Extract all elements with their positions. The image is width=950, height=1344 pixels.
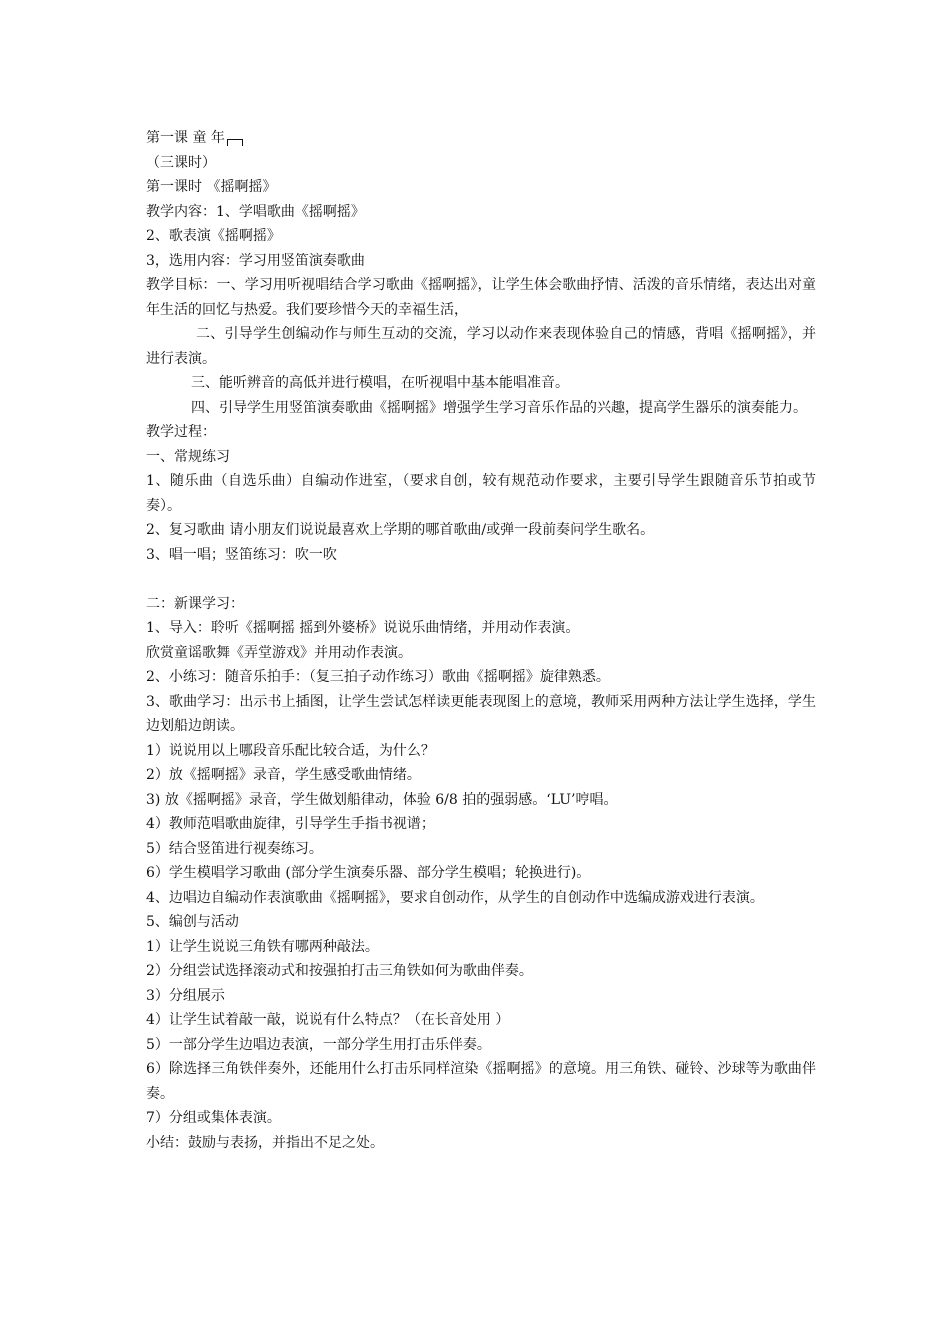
process-heading: 教学过程： (146, 424, 216, 440)
lesson1-heading: 第一课时 《摇啊摇》 (146, 179, 277, 195)
activity-step-6: 6）除选择三角铁伴奏外，还能用什么打击乐同样渲染《摇啊摇》的意境。用三角铁、碰铃、沙球等为歌曲伴奏。 (146, 1061, 816, 1102)
song-step-3: 3) 放《摇啊摇》录音，学生做划船律动，体验 6/8 拍的强弱感。‘LU’哼唱。 (146, 791, 618, 808)
goal-2-text: 二、引导学生创编动作与师生互动的交流，学习以动作来表现体验自己的情感，背唱《摇啊摇》，并进行表演。 (146, 326, 816, 367)
activity-step-7: 7）分组或集体表演。 (146, 1110, 281, 1126)
teaching-goal-4 (146, 396, 816, 421)
title-bracket-mark (227, 139, 243, 146)
summary: 小结：鼓励与表扬，并指出不足之处。 (146, 1134, 384, 1151)
part1-item-2: 2、复习歌曲 请小朋友们说说最喜欢上学期的哪首歌曲/或弹一段前奏问学生歌名。 (146, 522, 655, 538)
part1-item-3: 3、唱一唱；竖笛练习：吹一吹 (146, 546, 337, 563)
part1-item-1: 1、随乐曲（自选乐曲）自编动作进室，（要求自创，较有规范动作要求，主要引导学生跟随音乐节拍或节奏）。 (146, 473, 816, 514)
part2-heading: 二：新课学习： (146, 595, 244, 612)
song-step-5: 5）结合竖笛进行视奏练习。 (146, 840, 323, 857)
part2-item-4: 4、边唱边自编动作表演歌曲《摇啊摇》，要求自创动作，从学生的自创动作中选编成游戏进行表演。 (146, 889, 764, 906)
song-step-1: 1）说说用以上哪段音乐配比较合适，为什么？ (146, 742, 435, 759)
teaching-content-2: 2、歌表演《摇啊摇》 (146, 228, 281, 244)
part2-item-2: 2、小练习：随音乐拍手：（复三拍子动作练习）歌曲《摇啊摇》旋律熟悉。 (146, 669, 610, 685)
teaching-goal-3: 三、能听辨音的高低并进行模唱，在听视唱中基本能唱准音。 (191, 375, 569, 391)
part2-item-5: 5、编创与活动 (146, 914, 239, 930)
teaching-content-3: 3，选用内容：学习用竖笛演奏歌曲 (146, 252, 365, 269)
lesson-plan-text (146, 126, 816, 1155)
teaching-goal-2 (146, 322, 816, 371)
part2-item-1: 1、导入：聆听《摇啊摇 摇到外婆桥》说说乐曲情绪，并用动作表演。 (146, 620, 580, 636)
song-step-4: 4）教师范唱歌曲旋律，引导学生手指书视谱； (146, 816, 435, 832)
blank-line (146, 567, 816, 592)
activity-step-3: 3）分组展示 (146, 987, 225, 1004)
part1-heading: 一、常规练习 (146, 448, 230, 465)
part2-item-3: 3、歌曲学习：出示书上插图，让学生尝试怎样读更能表现图上的意境，教师采用两种方法让学生选择，学生边划船边朗读。 (146, 693, 816, 734)
activity-step-5: 5）一部分学生边唱边表演，一部分学生用打击乐伴奏。 (146, 1036, 491, 1053)
lesson-title: 第一课 童 年 (146, 126, 816, 151)
song-step-2: 2）放《摇啊摇》录音，学生感受歌曲情绪。 (146, 767, 421, 783)
song-step-6: 6）学生模唱学习歌曲 (部分学生演奏乐器、部分学生模唱；轮换进行)。 (146, 865, 591, 881)
teaching-content-1: 教学内容：1、学唱歌曲《摇啊摇》 (146, 203, 365, 220)
activity-step-4: 4）让学生试着敲一敲，说说有什么特点？（在长音处用 ） (146, 1012, 510, 1028)
part2-item-1b: 欣赏童谣歌舞《弄堂游戏》并用动作表演。 (146, 644, 412, 661)
periods: （三课时） (146, 154, 216, 171)
goal-4-text: 四、引导学生用竖笛演奏歌曲《摇啊摇》增强学生学习音乐作品的兴趣，提高学生器乐的演奏能力。 (191, 399, 807, 416)
teaching-goal-1: 教学目标：一、学习用听视唱结合学习歌曲《摇啊摇》，让学生体会歌曲抒情、活泼的音乐情绪，表达出对童年生活的回忆与热爱。我们要珍惜今天的幸福生活， (146, 277, 816, 318)
activity-step-2: 2）分组尝试选择滚动式和按强拍打击三角铁如何为歌曲伴奏。 (146, 963, 533, 979)
activity-step-1: 1）让学生说说三角铁有哪两种敲法。 (146, 938, 379, 955)
